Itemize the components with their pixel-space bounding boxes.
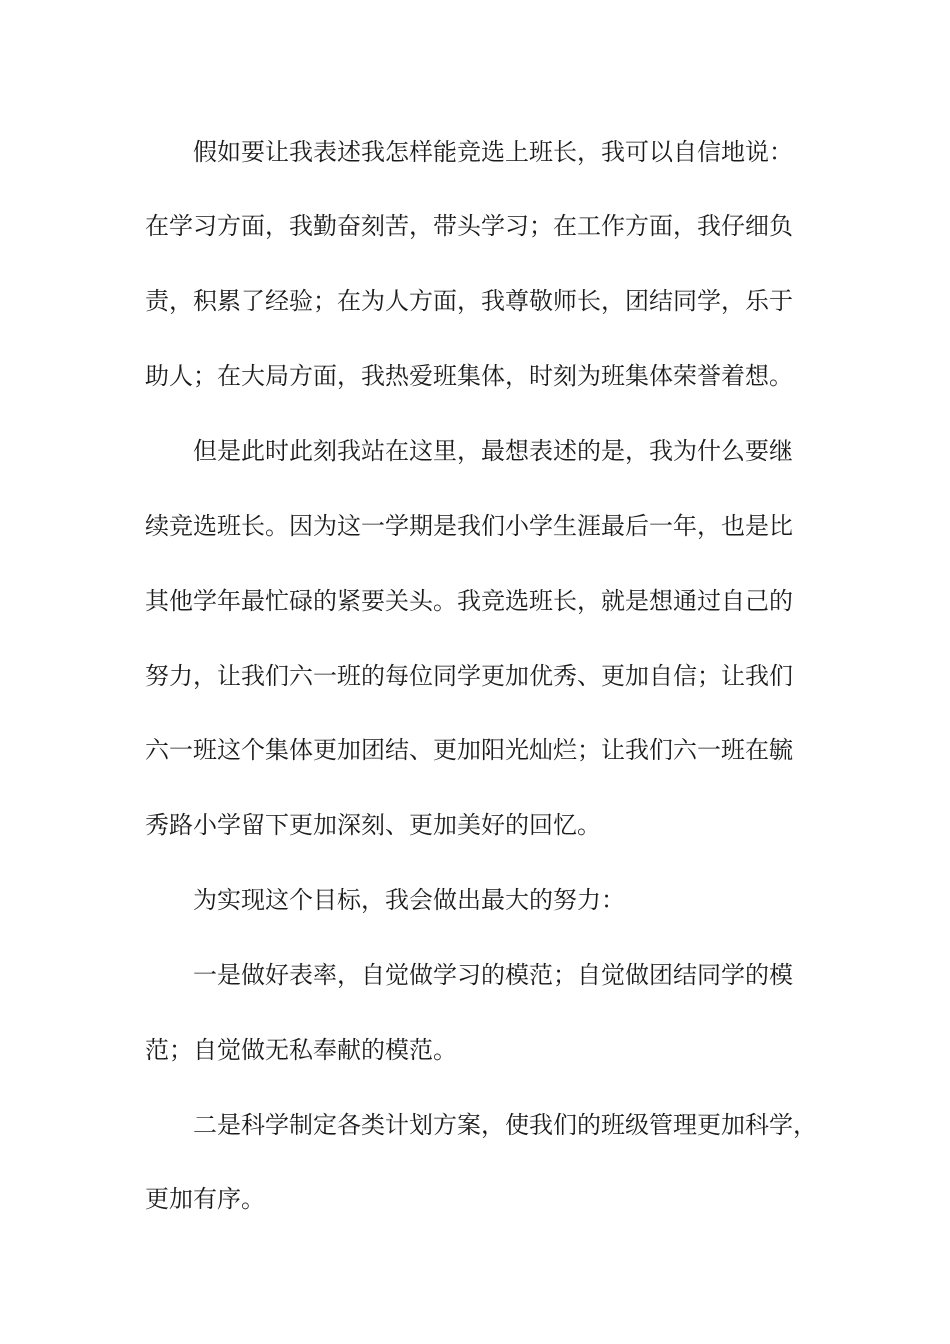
paragraph-1-line-1: 假如要让我表述我怎样能竞选上班长，我可以自信地说： [193, 138, 793, 166]
paragraph-2-line-6: 秀路小学留下更加深刻、更加美好的回忆。 [145, 811, 601, 839]
paragraph-1-line-3: 责，积累了经验；在为人方面，我尊敬师长，团结同学，乐于 [145, 287, 793, 315]
paragraph-5-line-2: 更加有序。 [145, 1185, 265, 1213]
paragraph-2-line-1: 但是此时此刻我站在这里，最想表述的是，我为什么要继 [193, 437, 793, 465]
paragraph-2-line-2: 续竞选班长。因为这一学期是我们小学生涯最后一年，也是比 [145, 512, 793, 540]
paragraph-2-line-4: 努力，让我们六一班的每位同学更加优秀、更加自信；让我们 [145, 662, 793, 690]
paragraph-1-line-2: 在学习方面，我勤奋刻苦，带头学习；在工作方面，我仔细负 [145, 212, 793, 240]
paragraph-1-line-4: 助人；在大局方面，我热爱班集体，时刻为班集体荣誉着想。 [145, 362, 793, 390]
paragraph-4-line-2: 范；自觉做无私奉献的模范。 [145, 1036, 457, 1064]
paragraph-2-line-5: 六一班这个集体更加团结、更加阳光灿烂；让我们六一班在毓 [145, 736, 793, 764]
paragraph-5-line-1: 二是科学制定各类计划方案，使我们的班级管理更加科学， [193, 1111, 817, 1139]
paragraph-2-line-3: 其他学年最忙碌的紧要关头。我竞选班长，就是想通过自己的 [145, 587, 793, 615]
paragraph-3-line-1: 为实现这个目标，我会做出最大的努力： [193, 886, 625, 914]
paragraph-4-line-1: 一是做好表率，自觉做学习的模范；自觉做团结同学的模 [193, 961, 793, 989]
